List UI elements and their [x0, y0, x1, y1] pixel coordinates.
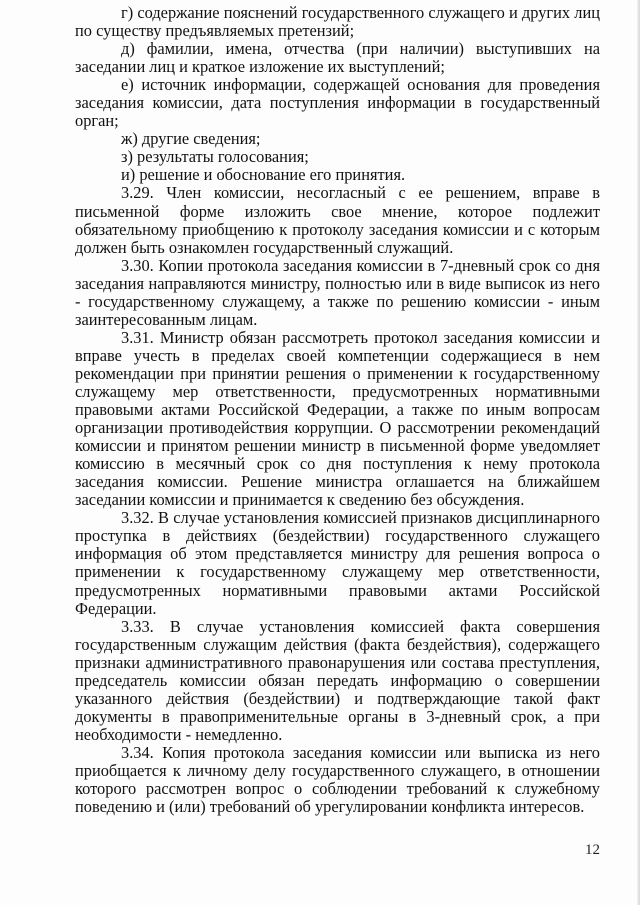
- clause-3-32: 3.32. В случае установления комиссией признаков дисциплинарного проступка в действиях (бездействии) государственного служащего информация об этом представляется министру для решения вопроса о применении к государственному служащему мер ответственности, предусмотренных нормативными правовыми актами Российской Федерации.: [75, 508, 600, 618]
- list-item-i: и) решение и обоснование его принятия.: [121, 165, 406, 185]
- clause-3-29: 3.29. Член комиссии, несогласный с ее решением, вправе в письменной форме изложить свое мнение, которое подлежит обязательному приобщению к протоколу заседания комиссии и с которым должен быть ознакомлен государственный служащий.: [75, 183, 600, 257]
- clause-3-30: 3.30. Копии протокола заседания комиссии в 7-дневный срок со дня заседания направляются министру, полностью или в виде выписок из него - государственному служащему, а также по решению комиссии - иным заинтересованным лицам.: [75, 255, 600, 329]
- page-number: 12: [585, 842, 600, 858]
- list-item-d: д) фамилии, имена, отчества (при наличии) выступивших на заседании лиц и краткое изложение их выступлений;: [75, 39, 600, 77]
- clause-3-33: 3.33. В случае установления комиссией факта совершения государственным служащим действия (факта бездействия), содержащего признаки административного правонарушения или состава преступления, председатель комиссии обязан передать информацию о совершении указанного действия (бездействии) и подтверждающие такой факт документы в правоприменительные органы в 3-дневный срок, а при необходимости - немедленно.: [75, 616, 600, 744]
- clause-3-34: 3.34. Копия протокола заседания комиссии или выписка из него приобщается к личному делу государственного служащего, в отношении которого рассмотрен вопрос о соблюдении требований к служебному поведению и (или) требований об урегулировании конфликта интересов.: [75, 742, 600, 817]
- clause-3-31: 3.31. Министр обязан рассмотреть протокол заседания комиссии и вправе учесть в пределах своей компетенции содержащиеся в нем рекомендации при принятии решения о применении к государственному служащему мер ответственности, предусмотренных нормативными правовыми актами Российской Федерации, а также по иным вопросам организации противодействия коррупции. О рассмотрении рекомендаций комиссии и принятом решении министр в письменной форме уведомляет комиссию в месячный срок со дня поступления к нему протокола заседания комиссии. Решение министра оглашается на ближайшем заседании комиссии и принимается к сведению без обсуждения.: [75, 327, 600, 510]
- list-item-e: е) источник информации, содержащей основания для проведения заседания комиссии, дата поступления информации в государственный орган;: [75, 75, 600, 131]
- list-item-g: г) содержание пояснений государственного служащего и других лиц по существу предъявляемых претензий;: [75, 3, 600, 41]
- list-item-zh: ж) другие сведения;: [121, 129, 261, 149]
- document-body: [75, 4, 600, 816]
- list-item-z: з) результаты голосования;: [121, 147, 309, 167]
